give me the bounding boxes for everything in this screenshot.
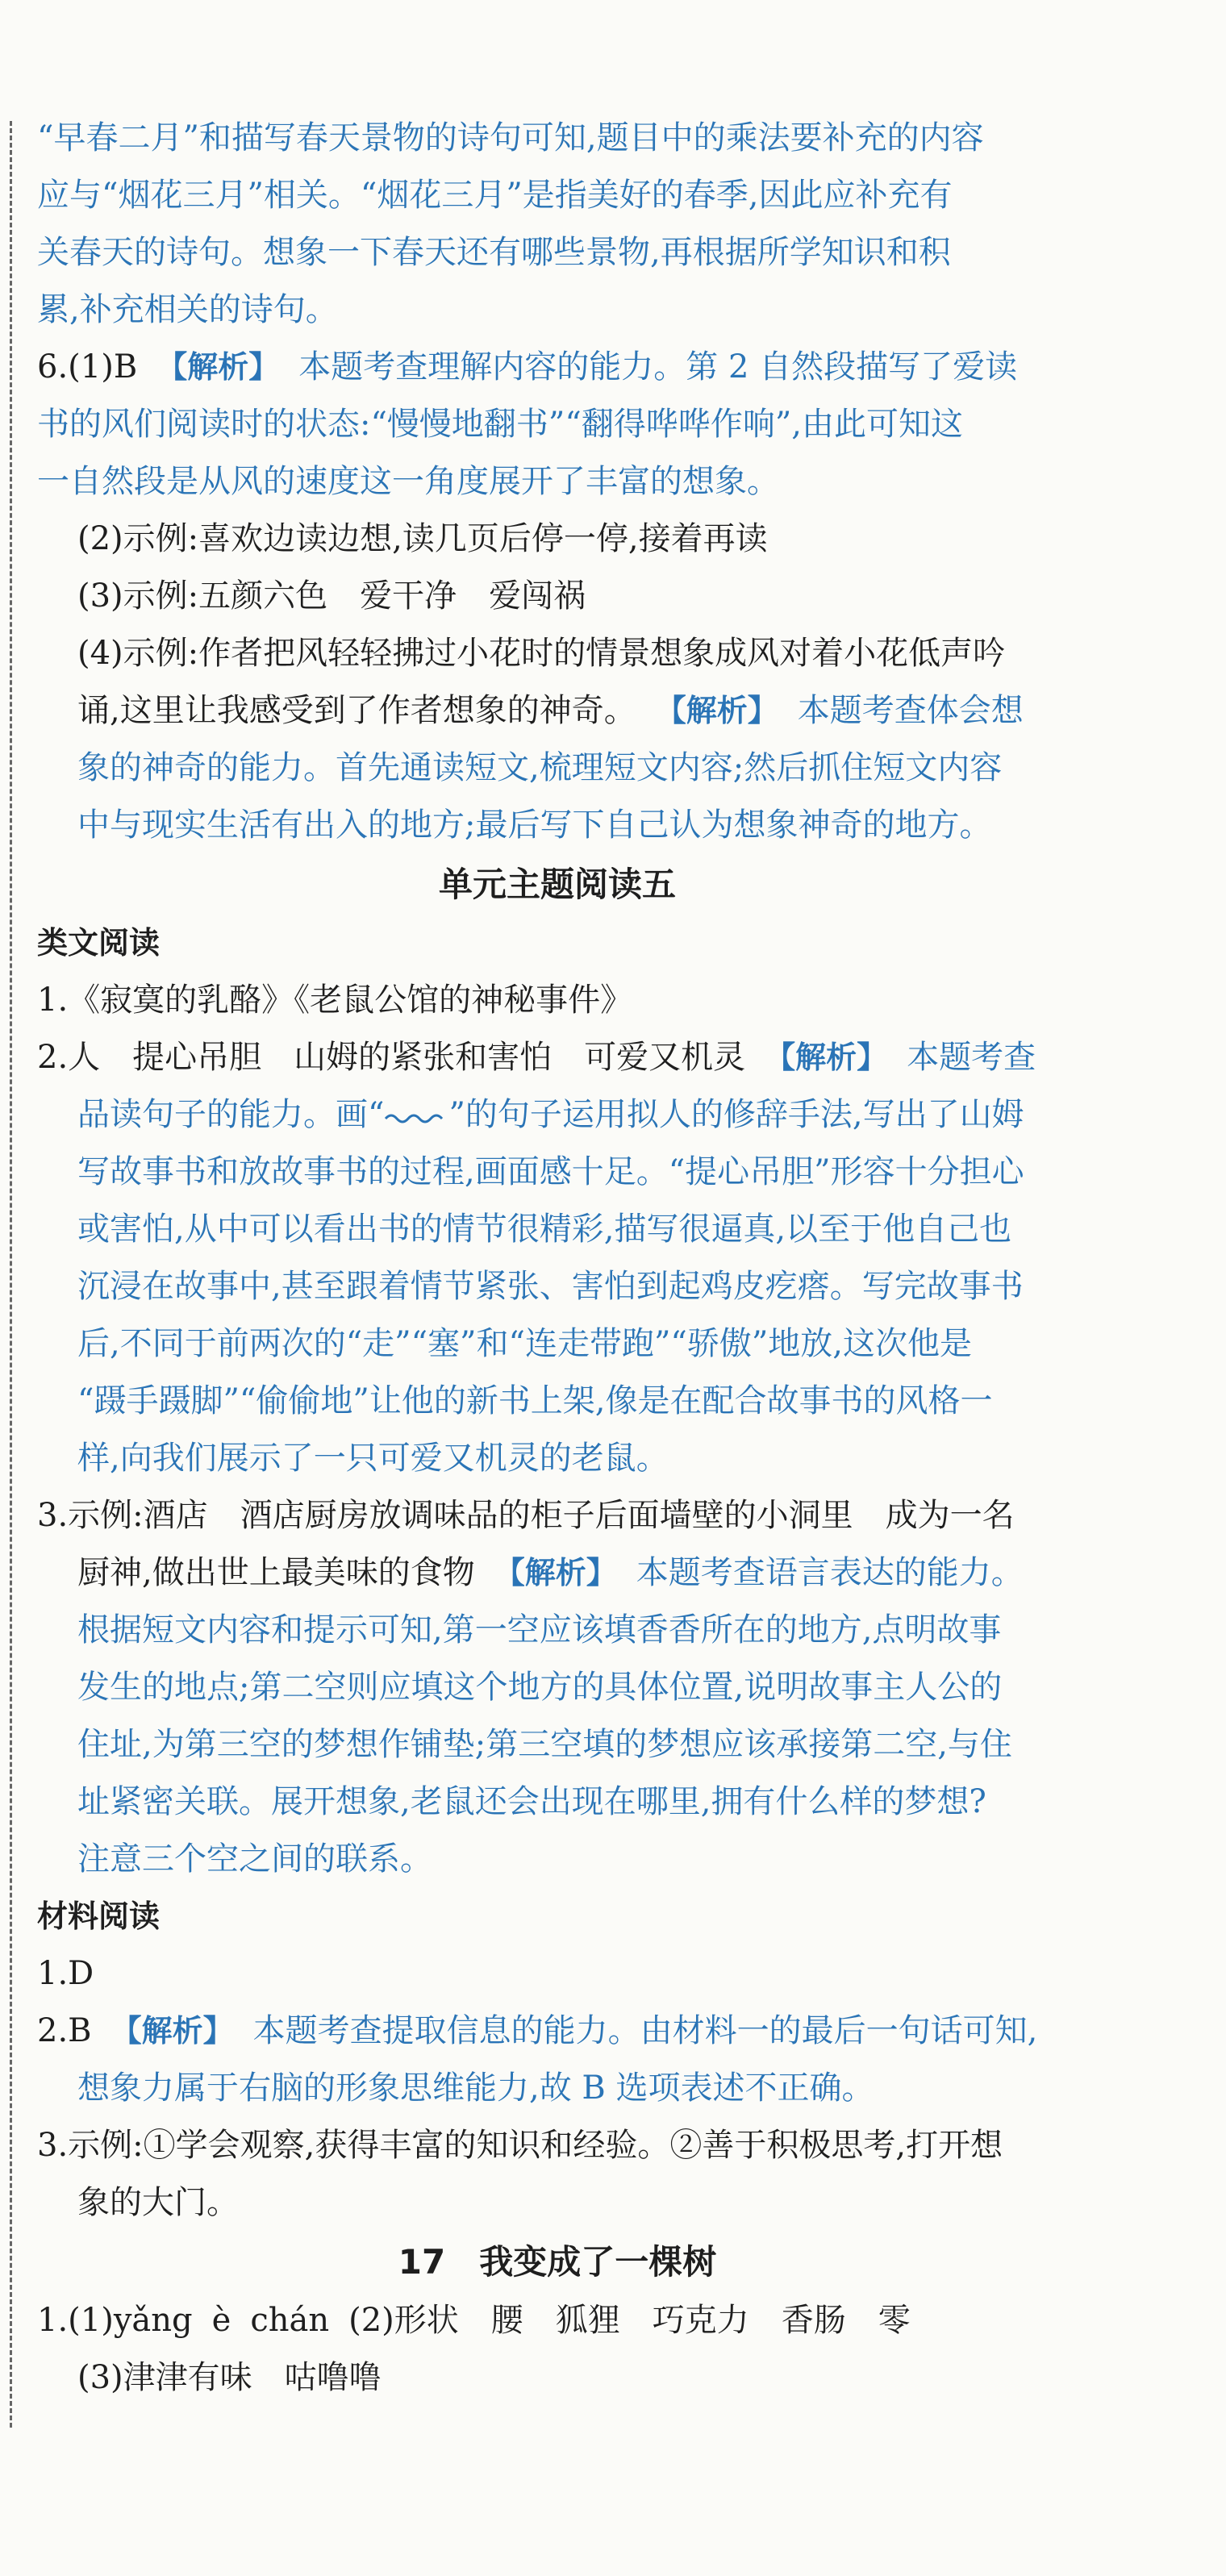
section-title: 材料阅读 <box>37 1899 161 1934</box>
answer-text: 6.(1)B <box>37 348 138 386</box>
lesson-title: 17 我变成了一棵树 <box>398 2242 717 2282</box>
answer-text: è <box>211 2302 231 2339</box>
answer-text: 2.人 <box>37 1039 101 1076</box>
answer-text: 提心吊胆 <box>132 1039 262 1076</box>
reading-question-3 <box>37 1487 1078 1888</box>
explanation-line: 或害怕,从中可以看出书的情节很精彩,描写很逼真,以至于他自己也 <box>77 1211 1012 1248</box>
answer-text: 爱闯祸 <box>489 577 586 615</box>
answer-text: 成为一名 <box>885 1497 1015 1534</box>
answer-text: 3.示例:酒店 <box>37 1497 208 1534</box>
answer-text: 爱干净 <box>360 577 457 615</box>
answer-text: 1.(1)yǎng <box>37 2302 193 2339</box>
explanation-line: 发生的地点;第二空则应填这个地方的具体位置,说明故事主人公的 <box>77 1669 1003 1706</box>
continued-explanation <box>37 110 1078 339</box>
explanation-text: 本题考查体会想 <box>797 692 1024 729</box>
answer-text: 香肠 <box>781 2302 846 2339</box>
answer-line: 象的大门。 <box>77 2184 239 2221</box>
answer-text: 山姆的紧张和害怕 <box>294 1039 553 1076</box>
answer-line: 1.D <box>37 1955 94 1992</box>
explanation-line: 住址,为第三空的梦想作铺垫;第三空填的梦想应该承接第二空,与住 <box>77 1726 1012 1763</box>
explanation-line: 象的神奇的能力。首先通读短文,梳理短文内容;然后抓住短文内容 <box>77 749 1003 786</box>
answer-line: (2)示例:喜欢边读边想,读几页后停一停,接着再读 <box>77 520 768 557</box>
explanation-text: 品读句子的能力。画“ <box>77 1096 385 1133</box>
jiexi-label: 【解析】 <box>156 349 280 385</box>
explanation-line: 注意三个空之间的联系。 <box>77 1840 432 1878</box>
answer-text: 咕噜噜 <box>284 2359 382 2396</box>
explanation-line: 后,不同于前两次的“走”“塞”和“连走带跑”“骄傲”地放,这次他是 <box>77 1325 973 1362</box>
answer-text: chán <box>250 2302 330 2339</box>
answer-line: 3.示例:①学会观察,获得丰富的知识和经验。②善于积极思考,打开想 <box>37 2127 1003 2164</box>
cut-line <box>10 121 12 2428</box>
answer-text: 2.B <box>37 2012 92 2049</box>
answer-line: 1.《寂寞的乳酪》《老鼠公馆的神秘事件》 <box>37 982 633 1019</box>
explanation-line: 样,向我们展示了一只可爱又机灵的老鼠。 <box>77 1440 669 1477</box>
answer-text: 诵,这里让我感受到了作者想象的神奇。 <box>77 692 636 729</box>
answer-text: 巧克力 <box>652 2302 749 2339</box>
answer-text: 零 <box>878 2302 911 2339</box>
jiexi-label: 【解析】 <box>111 2013 234 2049</box>
explanation-line: 一自然段是从风的速度这一角度展开了丰富的想象。 <box>37 463 779 500</box>
jiexi-label: 【解析】 <box>655 693 778 728</box>
wavy-underline-icon <box>384 1086 448 1144</box>
text-line: 关春天的诗句。想象一下春天还有哪些景物,再根据所学知识和积 <box>37 234 951 271</box>
explanation-text: ”的句子运用拟人的修辞手法,写出了山姆 <box>448 1096 1024 1133</box>
answer-line: (4)示例:作者把风轻轻拂过小花时的情景想象成风对着小花低声吟 <box>77 635 1006 672</box>
reading-question-2 <box>37 1029 1078 1487</box>
answer-text: 狐狸 <box>555 2302 620 2339</box>
explanation-text: 本题考查语言表达的能力。 <box>636 1554 1024 1591</box>
explanation-line: 沉浸在故事中,甚至跟着情节紧张、害怕到起鸡皮疙瘩。写完故事书 <box>77 1268 1024 1305</box>
explanation-text: 本题考查理解内容的能力。第 2 自然段描写了爱读 <box>298 348 1018 386</box>
answer-text: 可爱又机灵 <box>584 1039 746 1076</box>
answer-text: 腰 <box>490 2302 523 2339</box>
explanation-line: 址紧密关联。展开想象,老鼠还会出现在哪里,拥有什么样的梦想? <box>77 1783 986 1820</box>
jiexi-label: 【解析】 <box>765 1040 888 1075</box>
text-line: “早春二月”和描写春天景物的诗句可知,题目中的乘法要补充的内容 <box>37 119 984 156</box>
section-title: 类文阅读 <box>37 925 161 961</box>
explanation-line: 根据短文内容和提示可知,第一空应该填香香所在的地方,点明故事 <box>77 1611 1002 1649</box>
answer-text: (3)示例:五颜六色 <box>77 577 328 615</box>
answer-text: 厨神,做出世上最美味的食物 <box>77 1554 475 1591</box>
explanation-line: 想象力属于右脑的形象思维能力,故 B 选项表述不正确。 <box>77 2070 874 2107</box>
question-6 <box>37 339 1078 854</box>
answer-text: (3)津津有味 <box>77 2359 252 2396</box>
explanation-line: 书的风们阅读时的状态:“慢慢地翻书”“翻得哗哗作响”,由此可知这 <box>37 406 963 443</box>
unit-title: 单元主题阅读五 <box>438 865 676 904</box>
answer-text: (2)形状 <box>348 2302 459 2339</box>
explanation-text: 本题考查 <box>907 1039 1036 1076</box>
explanation-text: 本题考查提取信息的能力。由材料一的最后一句话可知, <box>252 2012 1038 2049</box>
explanation-line: “蹑手蹑脚”“偷偷地”让他的新书上架,像是在配合故事书的风格一 <box>77 1382 993 1419</box>
explanation-line: 写故事书和放故事书的过程,画面感十足。“提心吊胆”形容十分担心 <box>77 1153 1024 1190</box>
answer-text: 酒店厨房放调味品的柜子后面墙壁的小洞里 <box>240 1497 853 1534</box>
jiexi-label: 【解析】 <box>494 1555 617 1590</box>
text-line: 累,补充相关的诗句。 <box>37 291 338 328</box>
text-line: 应与“烟花三月”相关。“烟花三月”是指美好的春季,因此应补充有 <box>37 177 953 214</box>
explanation-line: 中与现实生活有出入的地方;最后写下自己认为想象神奇的地方。 <box>77 807 992 844</box>
answer-page <box>37 110 1078 2407</box>
